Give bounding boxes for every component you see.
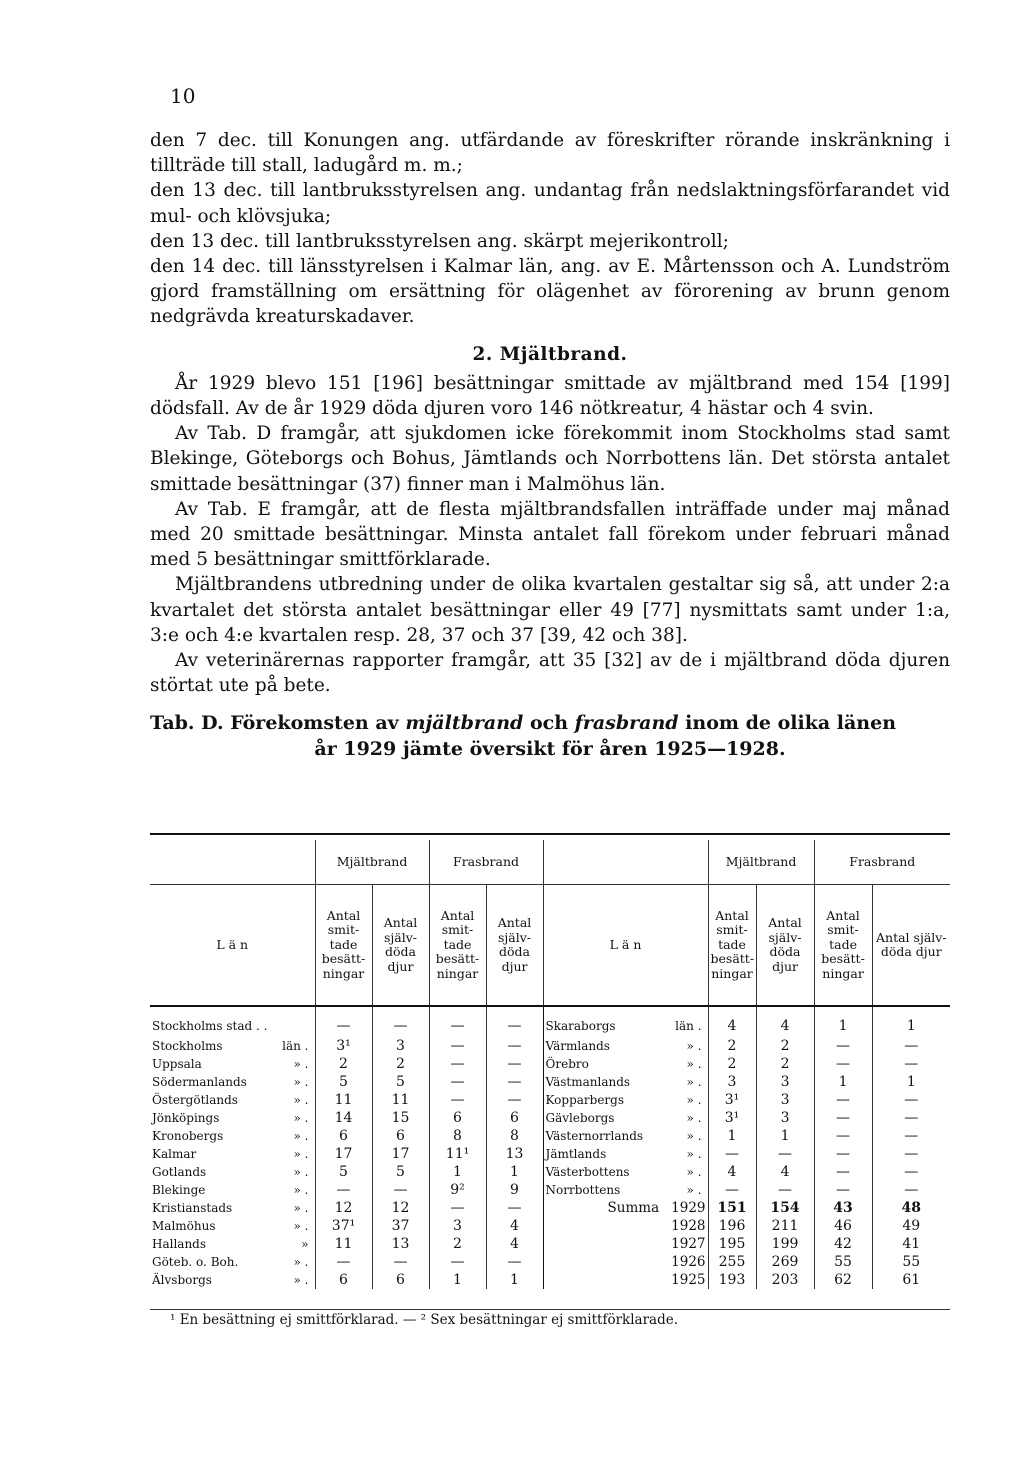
lan-label: Kristianstads (152, 1201, 233, 1215)
fras-smittade-cell: — (814, 1037, 872, 1055)
mjalt-smittade-cell: 3¹ (708, 1091, 756, 1109)
summa-label-cell (543, 1271, 708, 1289)
lan-name (150, 1091, 315, 1109)
lan-name (150, 1037, 315, 1055)
lan-label: Örebro (545, 1057, 589, 1071)
fras-doda-cell: 13 (486, 1145, 543, 1163)
fras-doda-cell: 6 (486, 1109, 543, 1127)
table-row (150, 1127, 950, 1145)
summa-fras-doda-cell: 49 (872, 1217, 950, 1235)
mjalt-doda-cell: 6 (372, 1127, 429, 1145)
list-item: den 14 dec. till länsstyrelsen i Kalmar län, ang. av E. Mårtensson och A. Lundström gjord framställning om ersättning för olägenhet av förorening av brunn genom nedgrävda kreaturskadaver. (150, 256, 950, 328)
table-bottom-rule (150, 1309, 950, 1310)
fras-smittade-cell: 1 (429, 1163, 486, 1181)
fras-smittade-cell: 9² (429, 1181, 486, 1199)
fras-doda-cell: — (872, 1163, 950, 1181)
table-row (150, 1199, 950, 1217)
table-row (150, 1091, 950, 1109)
mjalt-doda-cell: 17 (372, 1145, 429, 1163)
lan-suffix: » . (293, 1093, 309, 1107)
lan-label: Östergötlands (152, 1093, 238, 1107)
paragraph: Av Tab. D framgår, att sjukdomen icke förekommit inom Stockholms stad samt Blekinge, Göteborgs och Bohus, Jämtlands och Norrbottens län. Det största antalet smittade besättningar (37) finner man i Malmöhus län. (150, 423, 950, 495)
table-row (150, 1109, 950, 1127)
mjalt-doda-cell: — (756, 1181, 814, 1199)
lan-name (543, 1181, 708, 1199)
caption-disease: mjältbrand (405, 712, 524, 735)
summa-year: 1929 (671, 1200, 706, 1216)
body-text (150, 128, 950, 762)
lan-label: Värmlands (545, 1039, 610, 1053)
lan-label: Blekinge (152, 1183, 206, 1197)
fras-smittade-cell: — (814, 1163, 872, 1181)
summa-fras-smittade-cell: 43 (814, 1199, 872, 1217)
lan-suffix: » . (293, 1075, 309, 1089)
mjalt-doda-cell: 2 (372, 1055, 429, 1073)
lan-suffix: » . (293, 1183, 309, 1197)
mjalt-doda-cell: — (756, 1145, 814, 1163)
lan-label: Kalmar (152, 1147, 197, 1161)
lan-name (543, 1109, 708, 1127)
lan-label: Södermanlands (152, 1075, 247, 1089)
summa-fras-smittade-cell: 42 (814, 1235, 872, 1253)
mjalt-smittade-cell: 3¹ (315, 1037, 372, 1055)
lan-name (543, 1055, 708, 1073)
mjalt-smittade-cell: 6 (315, 1127, 372, 1145)
mjalt-smittade-cell: 1 (708, 1127, 756, 1145)
mjalt-doda-cell: 2 (756, 1055, 814, 1073)
fras-doda-cell: 1 (486, 1271, 543, 1289)
mjalt-doda-cell: 5 (372, 1163, 429, 1181)
table-top-rule (150, 833, 950, 835)
fras-smittade-cell: — (814, 1091, 872, 1109)
fras-doda-cell: — (486, 1091, 543, 1109)
mjalt-smittade-cell: 5 (315, 1163, 372, 1181)
lan-label: Kopparbergs (545, 1093, 624, 1107)
lan-suffix: » . (686, 1165, 702, 1179)
lan-name (150, 1235, 315, 1253)
caption-text: Förekomsten av (230, 712, 399, 735)
summa-fras-smittade-cell: 46 (814, 1217, 872, 1235)
mjalt-doda-cell: 1 (756, 1127, 814, 1145)
group-header-mjaltbrand: Mjältbrand (315, 840, 429, 885)
lan-suffix: » . (293, 1111, 309, 1125)
paragraph: Mjältbrandens utbredning under de olika kvartalen gestaltar sig så, att under 2:a kvartalet det största antalet besättningar eller 49 [77] nysmittats samt under 1:a, 3:e och 4:e kvartalen resp. 28, 37 och 37 [39, 42 och 38]. (150, 574, 950, 646)
table-row (150, 1235, 950, 1253)
fras-doda-cell: — (872, 1091, 950, 1109)
fras-doda-cell: — (872, 1037, 950, 1055)
lan-suffix: » . (293, 1147, 309, 1161)
table-row (150, 1073, 950, 1091)
mjalt-doda-cell: 12 (372, 1199, 429, 1217)
summa-fras-smittade-cell: 55 (814, 1253, 872, 1271)
mjalt-doda-cell: 11 (372, 1091, 429, 1109)
mjalt-smittade-cell: — (315, 1253, 372, 1271)
lan-label: Västernorrlands (545, 1129, 644, 1143)
lan-label: Norrbottens (545, 1183, 621, 1197)
caption-line2: år 1929 jämte översikt för åren 1925—1928. (314, 738, 786, 761)
col-header-lan: L ä n (543, 885, 708, 1007)
table-row (150, 1181, 950, 1199)
empty-header (150, 840, 315, 885)
col-header-doda: Antal själv- döda djur (486, 885, 543, 1007)
lan-suffix: » . (293, 1219, 309, 1233)
mjalt-doda-cell: — (372, 1253, 429, 1271)
table-row (150, 1055, 950, 1073)
lan-suffix: » . (293, 1165, 309, 1179)
fras-smittade-cell: 1 (429, 1271, 486, 1289)
mjalt-smittade-cell: 2 (708, 1037, 756, 1055)
caption-disease: frasbrand (574, 712, 679, 735)
lan-label: Uppsala (152, 1057, 202, 1071)
fras-smittade-cell: 1 (814, 1006, 872, 1037)
lan-name (543, 1006, 708, 1037)
table-row (150, 1006, 950, 1037)
group-header-mjaltbrand: Mjältbrand (708, 840, 814, 885)
mjalt-smittade-cell: 3 (708, 1073, 756, 1091)
mjalt-doda-cell: 4 (756, 1006, 814, 1037)
col-header-smittade: Antal smit- tade besätt- ningar (315, 885, 372, 1007)
mjalt-doda-cell: 2 (756, 1037, 814, 1055)
mjalt-doda-cell: 13 (372, 1235, 429, 1253)
summa-mjalt-doda-cell: 199 (756, 1235, 814, 1253)
section-number: 2. (472, 343, 493, 365)
lan-name (150, 1109, 315, 1127)
lan-suffix: » . (686, 1147, 702, 1161)
summa-fras-doda-cell: 55 (872, 1253, 950, 1271)
fras-doda-cell: — (872, 1127, 950, 1145)
mjalt-smittade-cell: — (708, 1181, 756, 1199)
mjalt-smittade-cell: 2 (708, 1055, 756, 1073)
summa-mjalt-smittade-cell: 255 (708, 1253, 756, 1271)
lan-name (150, 1181, 315, 1199)
fras-doda-cell: — (872, 1055, 950, 1073)
lan-name (150, 1217, 315, 1235)
fras-smittade-cell: — (429, 1037, 486, 1055)
mjalt-doda-cell: 3 (756, 1109, 814, 1127)
section-heading (150, 342, 950, 367)
group-header-frasbrand: Frasbrand (429, 840, 543, 885)
lan-label: Kronobergs (152, 1129, 224, 1143)
mjalt-smittade-cell: 11 (315, 1091, 372, 1109)
fras-doda-cell: — (486, 1055, 543, 1073)
summa-label-cell (543, 1235, 708, 1253)
table-row (150, 1037, 950, 1055)
lan-suffix: » . (293, 1057, 309, 1071)
mjalt-smittade-cell: 4 (708, 1006, 756, 1037)
lan-name (150, 1006, 315, 1037)
mjalt-doda-cell: 3 (756, 1091, 814, 1109)
mjalt-smittade-cell: 6 (315, 1271, 372, 1289)
lan-label: Gävleborgs (545, 1111, 615, 1125)
lan-name (543, 1037, 708, 1055)
fras-smittade-cell: — (429, 1199, 486, 1217)
mjalt-doda-cell: 3 (756, 1073, 814, 1091)
fras-smittade-cell: 11¹ (429, 1145, 486, 1163)
lan-label: Hallands (152, 1237, 207, 1251)
lan-name (543, 1127, 708, 1145)
col-header-smittade: Antal smit- tade besätt- ningar (814, 885, 872, 1007)
lan-label: Gotlands (152, 1165, 207, 1179)
table-row (150, 1217, 950, 1235)
fras-smittade-cell: — (429, 1006, 486, 1037)
table-row (150, 1271, 950, 1289)
summa-year: 1925 (671, 1272, 706, 1288)
col-header-doda: Antal själv- döda djur (872, 885, 950, 1007)
mjalt-doda-cell: 15 (372, 1109, 429, 1127)
summa-mjalt-doda-cell: 269 (756, 1253, 814, 1271)
mjalt-smittade-cell: — (315, 1181, 372, 1199)
lan-label: Västmanlands (545, 1075, 631, 1089)
mjalt-doda-cell: 6 (372, 1271, 429, 1289)
fras-smittade-cell: — (429, 1253, 486, 1271)
fras-doda-cell: — (872, 1109, 950, 1127)
lan-suffix: » . (293, 1201, 309, 1215)
paragraph: År 1929 blevo 151 [196] besättningar smittade av mjältbrand med 154 [199] dödsfall. Av de år 1929 döda djuren voro 146 nötkreatur, 4 hästar och 4 svin. (150, 372, 950, 420)
lan-name (150, 1073, 315, 1091)
summa-year: 1926 (671, 1254, 706, 1270)
summa-fras-doda-cell: 61 (872, 1271, 950, 1289)
summa-label-cell (543, 1253, 708, 1271)
lan-name (150, 1127, 315, 1145)
lan-suffix: » . (686, 1075, 702, 1089)
caption-text: inom de olika länen (685, 712, 897, 735)
mjalt-smittade-cell: 2 (315, 1055, 372, 1073)
summa-year: 1927 (671, 1236, 706, 1252)
mjalt-doda-cell: 4 (756, 1163, 814, 1181)
fras-doda-cell: 8 (486, 1127, 543, 1145)
summa-label: Summa (607, 1200, 660, 1216)
lan-name (150, 1271, 315, 1289)
fras-smittade-cell: 6 (429, 1109, 486, 1127)
lan-label: Jönköpings (152, 1111, 220, 1125)
table-body (150, 1006, 950, 1289)
summa-fras-doda-cell: 48 (872, 1199, 950, 1217)
col-header-lan: L ä n (150, 885, 315, 1007)
summa-mjalt-smittade-cell: 196 (708, 1217, 756, 1235)
fras-doda-cell: — (486, 1037, 543, 1055)
group-header-frasbrand: Frasbrand (814, 840, 950, 885)
summa-fras-smittade-cell: 62 (814, 1271, 872, 1289)
summa-mjalt-smittade-cell: 193 (708, 1271, 756, 1289)
mjalt-doda-cell: — (372, 1181, 429, 1199)
lan-label: Göteb. o. Boh. (152, 1255, 239, 1269)
lan-suffix: » . (293, 1273, 309, 1287)
lan-label: Stockholms stad . . (152, 1019, 268, 1033)
mjalt-smittade-cell: 11 (315, 1235, 372, 1253)
section-title: Mjältbrand. (499, 343, 628, 365)
lan-name (543, 1145, 708, 1163)
list-item: den 7 dec. till Konungen ang. utfärdande av föreskrifter rörande inskränkning i tillträde till stall, ladugård m. m.; (150, 130, 950, 177)
footnote: ¹ En besättning ej smittförklarad. — ² Sex besättningar ej smittförklarade. (170, 1312, 679, 1328)
empty-header (543, 840, 708, 885)
summa-label-cell (543, 1199, 708, 1217)
mjalt-doda-cell: 3 (372, 1037, 429, 1055)
fras-smittade-cell: — (429, 1055, 486, 1073)
summa-fras-doda-cell: 41 (872, 1235, 950, 1253)
fras-smittade-cell: 3 (429, 1217, 486, 1235)
lan-label: Malmöhus (152, 1219, 216, 1233)
mjalt-doda-cell: — (372, 1006, 429, 1037)
fras-smittade-cell: 8 (429, 1127, 486, 1145)
mjalt-smittade-cell: 3¹ (708, 1109, 756, 1127)
mjalt-smittade-cell: — (315, 1006, 372, 1037)
fras-doda-cell: — (872, 1181, 950, 1199)
lan-name (543, 1163, 708, 1181)
fras-doda-cell: 4 (486, 1217, 543, 1235)
lan-label: Skaraborgs (545, 1019, 616, 1033)
lan-name (150, 1145, 315, 1163)
col-header-doda: Antal själv- döda djur (756, 885, 814, 1007)
fras-doda-cell: 1 (872, 1006, 950, 1037)
mjalt-smittade-cell: 37¹ (315, 1217, 372, 1235)
table-sub-header-row (150, 885, 950, 1007)
summa-mjalt-smittade-cell: 151 (708, 1199, 756, 1217)
lan-name (150, 1055, 315, 1073)
mjalt-smittade-cell: 12 (315, 1199, 372, 1217)
lan-name (150, 1199, 315, 1217)
summa-year: 1928 (671, 1218, 706, 1234)
table-caption (150, 710, 950, 762)
lan-suffix: » (301, 1237, 309, 1251)
col-header-doda: Antal själv- döda djur (372, 885, 429, 1007)
lan-name (150, 1253, 315, 1271)
page-number: 10 (170, 84, 196, 108)
summa-mjalt-smittade-cell: 195 (708, 1235, 756, 1253)
summa-mjalt-doda-cell: 211 (756, 1217, 814, 1235)
table-row (150, 1145, 950, 1163)
fras-smittade-cell: — (814, 1109, 872, 1127)
lan-suffix: län . (282, 1039, 309, 1053)
lan-name (543, 1073, 708, 1091)
table-row (150, 1253, 950, 1271)
mjalt-smittade-cell: 4 (708, 1163, 756, 1181)
mjalt-doda-cell: 5 (372, 1073, 429, 1091)
lan-label: Västerbottens (545, 1165, 630, 1179)
lan-suffix: » . (293, 1255, 309, 1269)
summa-mjalt-doda-cell: 203 (756, 1271, 814, 1289)
fras-smittade-cell: 1 (814, 1073, 872, 1091)
fras-smittade-cell: — (814, 1127, 872, 1145)
lan-label: Jämtlands (545, 1147, 607, 1161)
paragraph: Av Tab. E framgår, att de flesta mjältbrandsfallen inträffade under maj månad med 20 smittade besättningar. Minsta antalet fall förekom under februari månad med 5 besättningar smittförklarade. (150, 498, 950, 571)
lan-suffix: » . (686, 1039, 702, 1053)
lan-name (543, 1091, 708, 1109)
fras-doda-cell: — (486, 1253, 543, 1271)
lan-name (150, 1163, 315, 1181)
mjalt-smittade-cell: — (708, 1145, 756, 1163)
caption-label: Tab. D. (150, 712, 224, 735)
fras-doda-cell: — (486, 1006, 543, 1037)
lan-suffix: » . (293, 1129, 309, 1143)
mjalt-smittade-cell: 5 (315, 1073, 372, 1091)
paragraph: Av veterinärernas rapporter framgår, att 35 [32] av de i mjältbrand döda djuren störtat ute på bete. (150, 650, 950, 697)
summa-label-cell (543, 1217, 708, 1235)
list-item: den 13 dec. till lantbruksstyrelsen ang. skärpt mejerikontroll; (150, 230, 729, 252)
lan-label: Stockholms (152, 1039, 223, 1053)
fras-smittade-cell: — (429, 1073, 486, 1091)
lan-suffix: » . (686, 1057, 702, 1071)
fras-smittade-cell: — (429, 1091, 486, 1109)
caption-text: och (529, 712, 569, 735)
lan-suffix: » . (686, 1129, 702, 1143)
fras-doda-cell: 9 (486, 1181, 543, 1199)
fras-doda-cell: — (872, 1145, 950, 1163)
col-header-smittade: Antal smit- tade besätt- ningar (429, 885, 486, 1007)
table-group-header-row (150, 840, 950, 885)
fras-smittade-cell: — (814, 1055, 872, 1073)
lan-suffix: » . (686, 1111, 702, 1125)
col-header-smittade: Antal smit- tade besätt- ningar (708, 885, 756, 1007)
fras-doda-cell: 1 (872, 1073, 950, 1091)
fras-doda-cell: 1 (486, 1163, 543, 1181)
mjalt-smittade-cell: 17 (315, 1145, 372, 1163)
summa-mjalt-doda-cell: 154 (756, 1199, 814, 1217)
lan-suffix: län . (675, 1019, 702, 1033)
fras-doda-cell: — (486, 1199, 543, 1217)
lan-suffix: » . (686, 1093, 702, 1107)
fras-doda-cell: 4 (486, 1235, 543, 1253)
list-item: den 13 dec. till lantbruksstyrelsen ang. undantag från nedslaktningsförfarandet vid mul- och klövsjuka; (150, 180, 950, 227)
lan-label: Älvsborgs (152, 1273, 212, 1287)
fras-smittade-cell: 2 (429, 1235, 486, 1253)
lan-table (150, 840, 950, 1289)
mjalt-doda-cell: 37 (372, 1217, 429, 1235)
table-row (150, 1163, 950, 1181)
fras-smittade-cell: — (814, 1181, 872, 1199)
fras-doda-cell: — (486, 1073, 543, 1091)
lan-suffix: » . (686, 1183, 702, 1197)
mjalt-smittade-cell: 14 (315, 1109, 372, 1127)
fras-smittade-cell: — (814, 1145, 872, 1163)
